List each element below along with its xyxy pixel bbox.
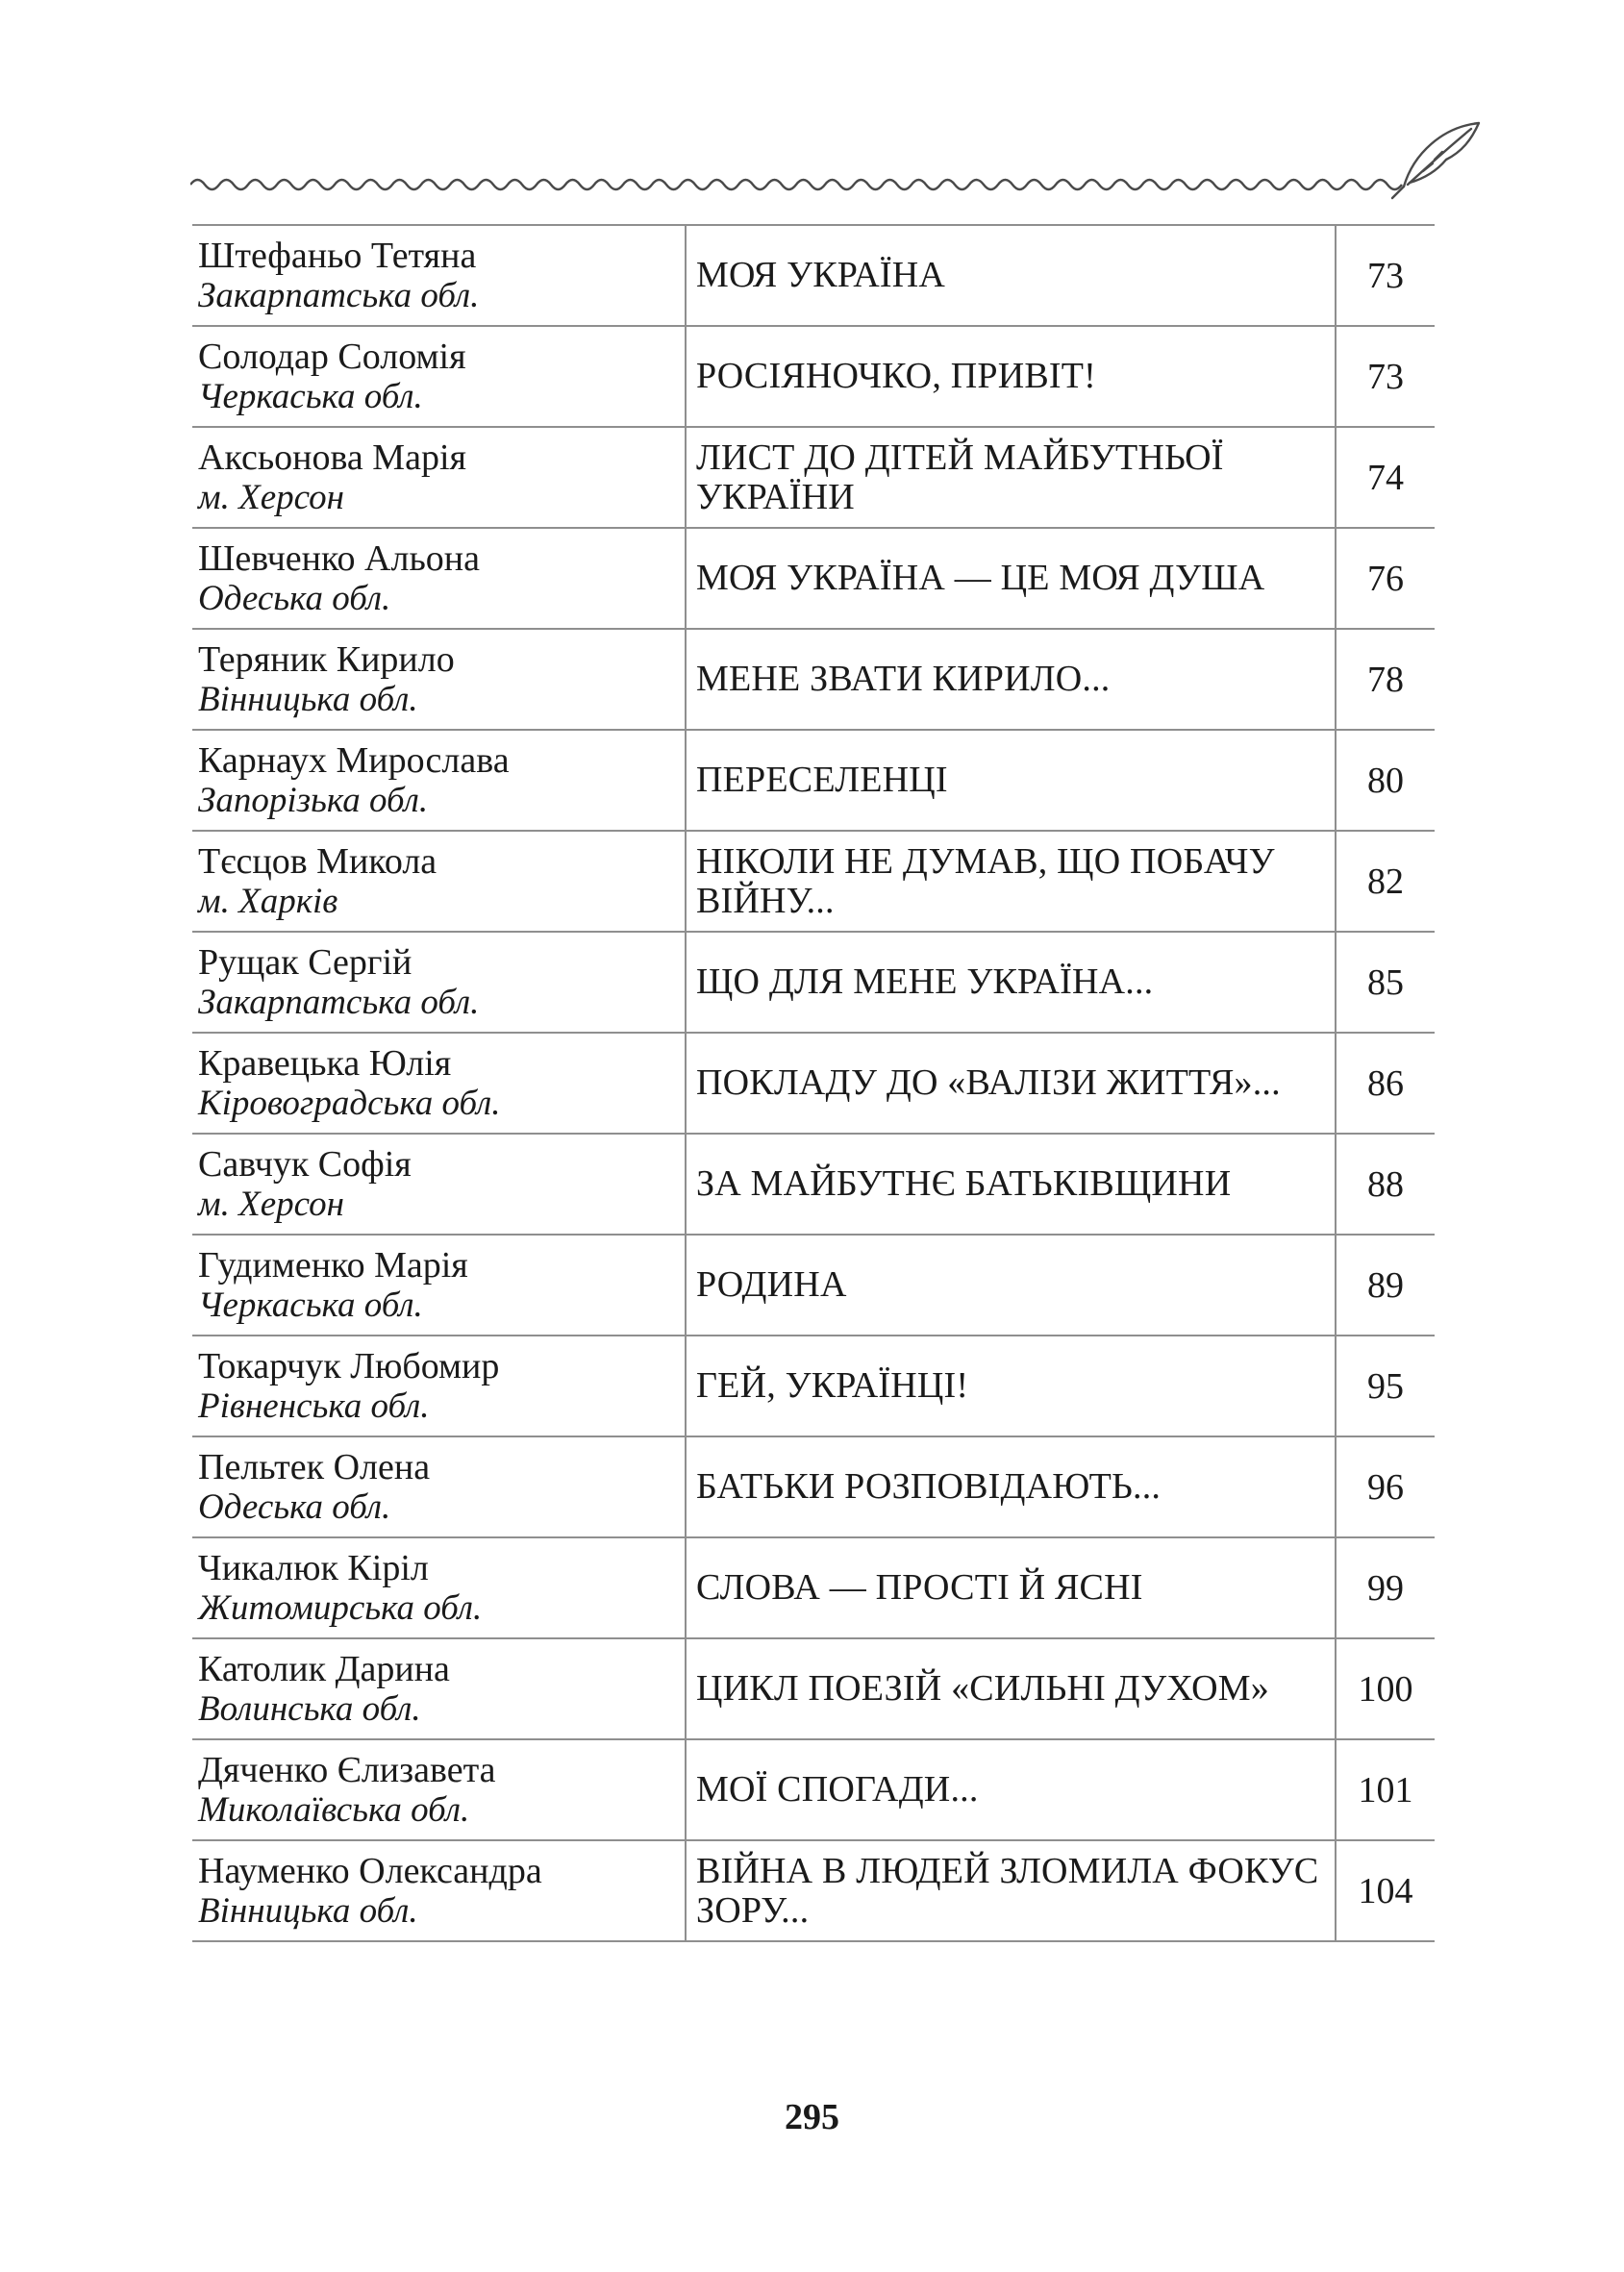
page-reference: 82 [1336,831,1435,932]
page-reference: 104 [1336,1840,1435,1941]
author-cell [192,225,686,326]
author-cell [192,1638,686,1739]
author-cell [192,1436,686,1537]
table-row [192,1235,1435,1336]
author-name: Рущак Сергій [198,941,412,983]
work-title: РОДИНА [686,1235,1336,1336]
author-cell [192,1235,686,1336]
page-reference: 85 [1336,932,1435,1033]
table-row [192,730,1435,831]
author-cell [192,1033,686,1134]
author-name: Савчук Софія [198,1143,412,1185]
table-row [192,1739,1435,1840]
work-title: ЩО ДЛЯ МЕНЕ УКРАЇНА... [686,932,1336,1033]
table-row [192,326,1435,427]
page-reference: 74 [1336,427,1435,528]
work-title: ЗА МАЙБУТНЄ БАТЬКІВЩИНИ [686,1134,1336,1235]
table-row [192,225,1435,326]
work-title: ЦИКЛ ПОЕЗІЙ «СИЛЬНІ ДУХОМ» [686,1638,1336,1739]
author-cell [192,326,686,427]
contents-table [192,224,1435,1942]
author-name: Пельтек Олена [198,1446,431,1487]
author-region: Житомирська обл. [198,1587,483,1628]
table-row [192,1134,1435,1235]
author-region: Миколаївська обл. [198,1789,470,1830]
page-reference: 96 [1336,1436,1435,1537]
author-cell [192,629,686,730]
author-name: Дяченко Єлизавета [198,1749,496,1790]
table-row [192,1840,1435,1941]
page-number: 295 [785,2097,839,2137]
page-reference: 100 [1336,1638,1435,1739]
work-title: РОСІЯНОЧКО, ПРИВІТ! [686,326,1336,427]
header-ornament [190,115,1488,202]
contents-table-body [192,225,1435,1941]
author-cell [192,1336,686,1436]
author-region: Вінницька обл. [198,1890,418,1931]
page-reference: 88 [1336,1134,1435,1235]
author-name: Шевченко Альона [198,537,480,579]
author-name: Токарчук Любомир [198,1345,500,1386]
page-reference: 73 [1336,225,1435,326]
author-cell [192,831,686,932]
author-region: Рівненська обл. [198,1386,430,1426]
table-row [192,1336,1435,1436]
quill-feather-icon [1392,123,1479,198]
author-region: м. Херсон [198,1184,344,1224]
work-title: ЛИСТ ДО ДІТЕЙ МАЙБУТНЬОЇ УКРАЇНИ [686,427,1336,528]
author-cell [192,730,686,831]
page-reference: 99 [1336,1537,1435,1638]
page-reference: 89 [1336,1235,1435,1336]
table-row [192,629,1435,730]
work-title: НІКОЛИ НЕ ДУМАВ, ЩО ПОБАЧУ ВІЙНУ... [686,831,1336,932]
work-title: МЕНЕ ЗВАТИ КИРИЛО... [686,629,1336,730]
author-name: Штефаньо Тетяна [198,235,477,276]
author-region: Закарпатська обл. [198,982,480,1022]
author-region: Волинська обл. [198,1688,421,1729]
author-cell [192,1537,686,1638]
table-row [192,1638,1435,1739]
author-cell [192,1134,686,1235]
work-title: СЛОВА — ПРОСТІ Й ЯСНІ [686,1537,1336,1638]
page-reference: 76 [1336,528,1435,629]
table-row [192,1033,1435,1134]
author-name: Аксьонова Марія [198,437,466,478]
work-title: ГЕЙ, УКРАЇНЦІ! [686,1336,1336,1436]
author-name: Гудименко Марія [198,1244,468,1286]
author-region: Кіровоградська обл. [198,1083,501,1123]
work-title: ВІЙНА В ЛЮДЕЙ ЗЛОМИЛА ФОКУС ЗОРУ... [686,1840,1336,1941]
work-title: МОЇ СПОГАДИ... [686,1739,1336,1840]
page-reference: 86 [1336,1033,1435,1134]
author-name: Кравецька Юлія [198,1042,452,1084]
author-cell [192,1739,686,1840]
author-name: Чикалюк Кіріл [198,1547,429,1588]
work-title: ПОКЛАДУ ДО «ВАЛІЗИ ЖИТТЯ»... [686,1033,1336,1134]
table-row [192,932,1435,1033]
author-region: Черкаська обл. [198,376,423,416]
author-region: Одеська обл. [198,1486,391,1527]
author-region: м. Херсон [198,477,344,517]
author-name: Католик Дарина [198,1648,450,1689]
wavy-line-ornament [190,180,1402,189]
author-region: Закарпатська обл. [198,275,480,315]
author-region: Вінницька обл. [198,679,418,719]
author-region: Одеська обл. [198,578,391,618]
page-reference: 73 [1336,326,1435,427]
table-row [192,528,1435,629]
page-reference: 101 [1336,1739,1435,1840]
author-cell [192,528,686,629]
author-name: Солодар Соломія [198,336,466,377]
author-region: м. Харків [198,881,338,921]
author-name: Науменко Олександра [198,1850,542,1891]
author-cell [192,427,686,528]
table-row [192,1537,1435,1638]
author-region: Черкаська обл. [198,1285,423,1325]
work-title: БАТЬКИ РОЗПОВІДАЮТЬ... [686,1436,1336,1537]
author-region: Запорізька обл. [198,780,429,820]
page-reference: 80 [1336,730,1435,831]
work-title: МОЯ УКРАЇНА — ЦЕ МОЯ ДУША [686,528,1336,629]
author-name: Теряник Кирило [198,638,455,680]
table-row [192,1436,1435,1537]
work-title: ПЕРЕСЕЛЕНЦІ [686,730,1336,831]
author-cell [192,1840,686,1941]
table-row [192,831,1435,932]
page-reference: 95 [1336,1336,1435,1436]
table-row [192,427,1435,528]
author-name: Тєсцов Микола [198,840,437,882]
work-title: МОЯ УКРАЇНА [686,225,1336,326]
page-reference: 78 [1336,629,1435,730]
author-cell [192,932,686,1033]
author-name: Карнаух Мирослава [198,739,510,781]
